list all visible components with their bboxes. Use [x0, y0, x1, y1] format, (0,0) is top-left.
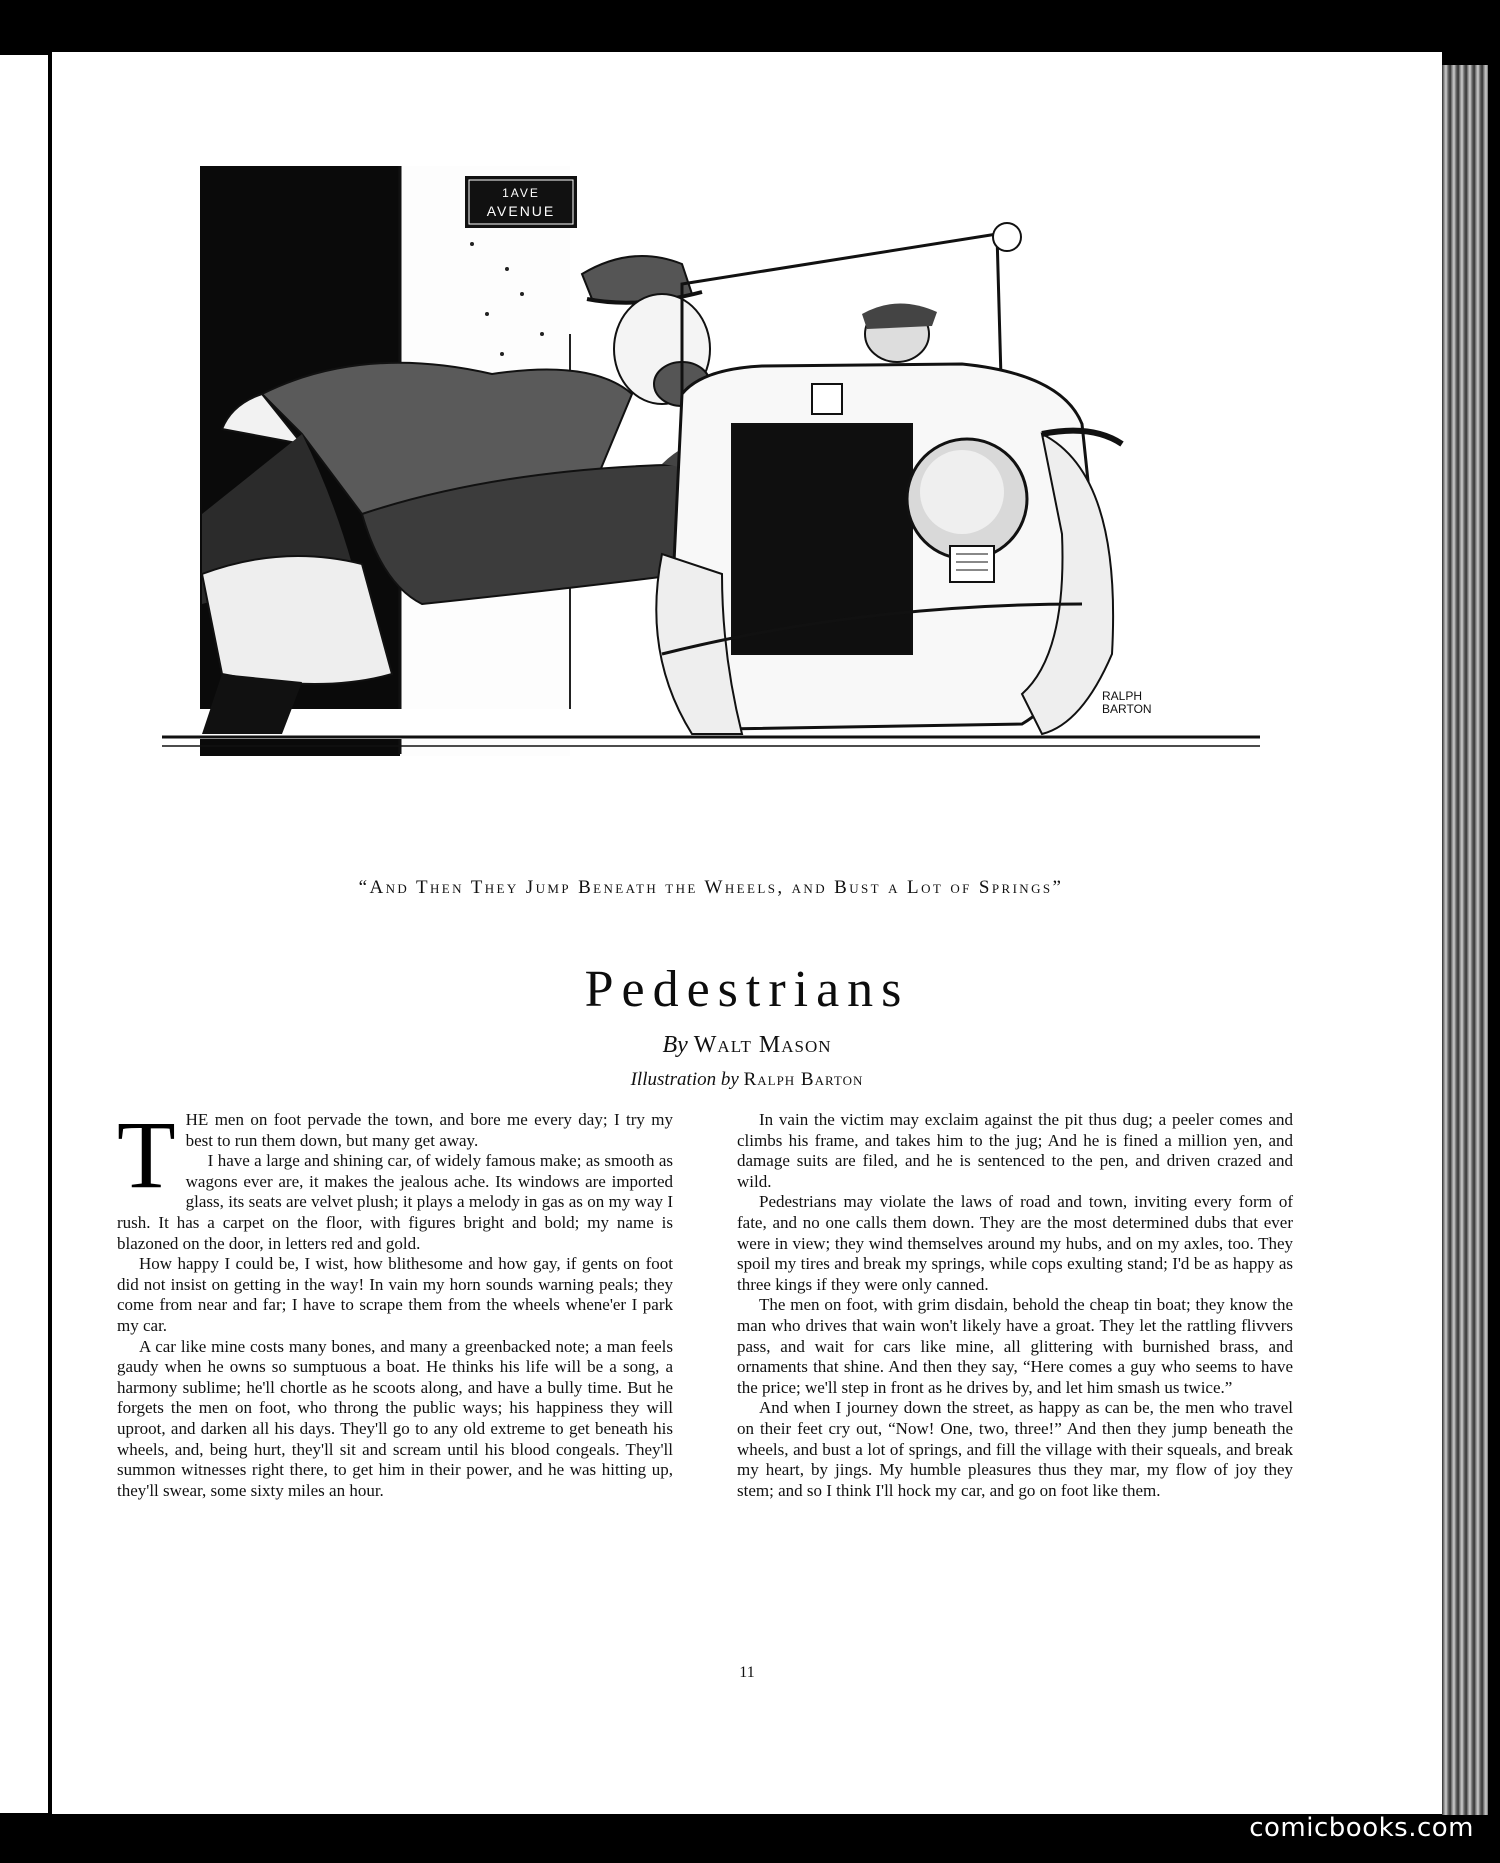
illustration-caption: “And Then They Jump Beneath the Wheels, and Bust a Lot of Springs”	[358, 877, 1064, 898]
book-page-edges	[1442, 65, 1488, 1815]
illustration-label: Illustration by	[630, 1069, 739, 1090]
artist-signature-line2: BARTON	[1102, 702, 1152, 716]
paragraph: In vain the victim may exclaim against the pit thus dug; a peeler comes and climbs his frame, and takes him to the jug; And he is fined a million yen, and damage suits are filed, and he is sentenced to the pen, and driven crazed and wild.	[737, 1110, 1293, 1191]
author-name: Walt Mason	[693, 1032, 832, 1058]
illustration-credit	[52, 1069, 1442, 1091]
street-sign-line1: 1AVE	[502, 186, 540, 200]
paragraph-text: HE men on foot pervade the town, and bore me every day; I try my best to run them down, but many get away.	[185, 1110, 673, 1150]
author-byline	[52, 1032, 1442, 1059]
cartoon-illustration	[162, 134, 1260, 878]
article-column-left	[117, 1101, 673, 1501]
by-label: By	[662, 1032, 688, 1058]
street-sign-line2: AVENUE	[486, 203, 556, 219]
street-sign	[465, 176, 577, 228]
paragraph: I have a large and shining car, of widely famous make; as smooth as wagons ever are, it makes the jealous ache. Its windows are imported glass, its seats are velvet plush; it plays a melody in gas as on my way I rush. It has a carpet on the floor, with figures bright and bold; my name is blazoned on the door, in letters red and gold.	[117, 1151, 673, 1253]
drop-cap: T	[117, 1101, 176, 1208]
paragraph: Pedestrians may violate the laws of road and town, inviting every form of fate, and no one calls them down. They are the most determined dubs that ever were in view; they wind themselves around my hubs, and on my axles, too. They spoil my tires and break my springs, while cops exulting stand; I'd be as happy as three kings if they were only canned.	[737, 1192, 1293, 1294]
article-title: Pedestrians	[584, 961, 910, 1018]
paragraph: And when I journey down the street, as happy as can be, the men who travel on their feet cry out, “Now! One, two, three!” And then they jump beneath the wheels, and bust a lot of springs, and fill the village with their squeals, and break my heart, by jings. My humble pleasures thus they mar, my flow of joy they stem; and so I think I'll hock my car, and go on foot like them.	[737, 1398, 1293, 1500]
article-column-right	[737, 1110, 1293, 1501]
illustrator-name: Ralph Barton	[743, 1069, 864, 1090]
artist-signature-line1: RALPH	[1102, 689, 1143, 703]
site-watermark: comicbooks.com	[1249, 1813, 1474, 1843]
paragraph: How happy I could be, I wist, how blithesome and how gay, if gents on foot did not insist on getting in the way! In vain my horn sounds warning peals; they come from near and far; I have to scrape them from the wheels whene'er I park my car.	[117, 1254, 673, 1335]
page-number: 11	[739, 1664, 755, 1681]
magazine-page	[52, 52, 1442, 1814]
paragraph: The men on foot, with grim disdain, behold the cheap tin boat; they know the man who drives that wain won't likely have a groat. They let the rattling flivvers pass, and wait for cars like mine, all glittering with burnished brass, and ornaments that shine. And then they say, “Here comes a guy who seems to have the price; we'll step in front as he drives by, and let him smash us twice.”	[737, 1295, 1293, 1397]
car-drawing	[656, 223, 1122, 734]
paragraph: A car like mine costs many bones, and many a greenbacked note; a man feels gaudy when he owns so sumptuous a boat. He thinks his life will be a song, a harmony sublime; he'll chortle as he scoots along, and have a bully time. But he forgets the men on foot, who throng the public ways; his happiness they will uproot, and darken all his days. They'll go to any old extreme to get beneath his wheels, and, being hurt, they'll sit and scream until his blood congeals. They'll summon witnesses right there, to get him in their power, and he was hitting up, they'll swear, some sixty miles an hour.	[117, 1336, 673, 1500]
left-page-edge	[0, 55, 48, 1813]
